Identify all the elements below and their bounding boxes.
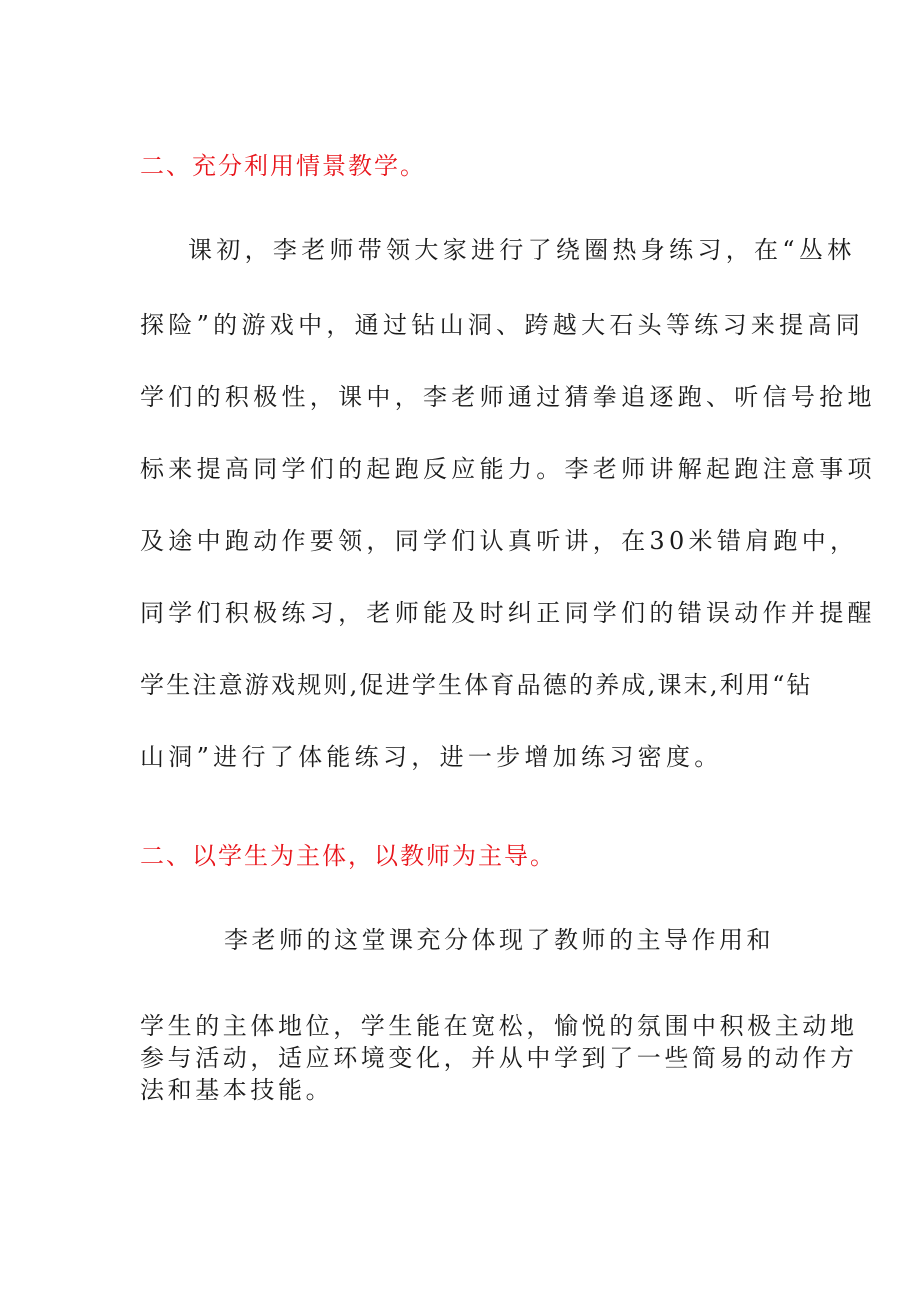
- paragraph-1-line-3: 学们的积极性，课中，李老师通过猜拳追逐跑、听信号抢地: [140, 383, 876, 411]
- section-heading-1: 二、充分利用情景教学。: [140, 152, 426, 180]
- paragraph-2-line-4: 法和基本技能。: [140, 1076, 334, 1104]
- paragraph-1-line-4: 标来提高同学们的起跑反应能力。李老师讲解起跑注意事项: [140, 455, 876, 483]
- paragraph-2-line-2: 学生的主体地位，学生能在宽松，愉悦的氛围中积极主动地: [140, 1012, 858, 1040]
- paragraph-1-line-1: 课初，李老师带领大家进行了绕圈热身练习，在“丛林: [188, 236, 856, 264]
- paragraph-1-line-7: 学生注意游戏规则,促进学生体育品德的养成,课末,利用“钻: [140, 671, 813, 699]
- section-heading-2: 二、以学生为主体，以教师为主导。: [140, 842, 556, 870]
- paragraph-1-line-2: 探险”的游戏中，通过钻山洞、跨越大石头等练习来提高同: [140, 311, 865, 339]
- paragraph-1-line-8: 山洞”进行了体能练习，进一步增加练习密度。: [140, 743, 723, 771]
- paragraph-2-line-3: 参与活动，适应环境变化，并从中学到了一些简易的动作方: [140, 1044, 858, 1072]
- paragraph-2-line-1: 李老师的这堂课充分体现了教师的主导作用和: [224, 926, 774, 954]
- paragraph-1-line-5: 及途中跑动作要领，同学们认真听讲，在30米错肩跑中，: [140, 527, 859, 555]
- paragraph-1-line-6: 同学们积极练习，老师能及时纠正同学们的错误动作并提醒: [140, 599, 876, 627]
